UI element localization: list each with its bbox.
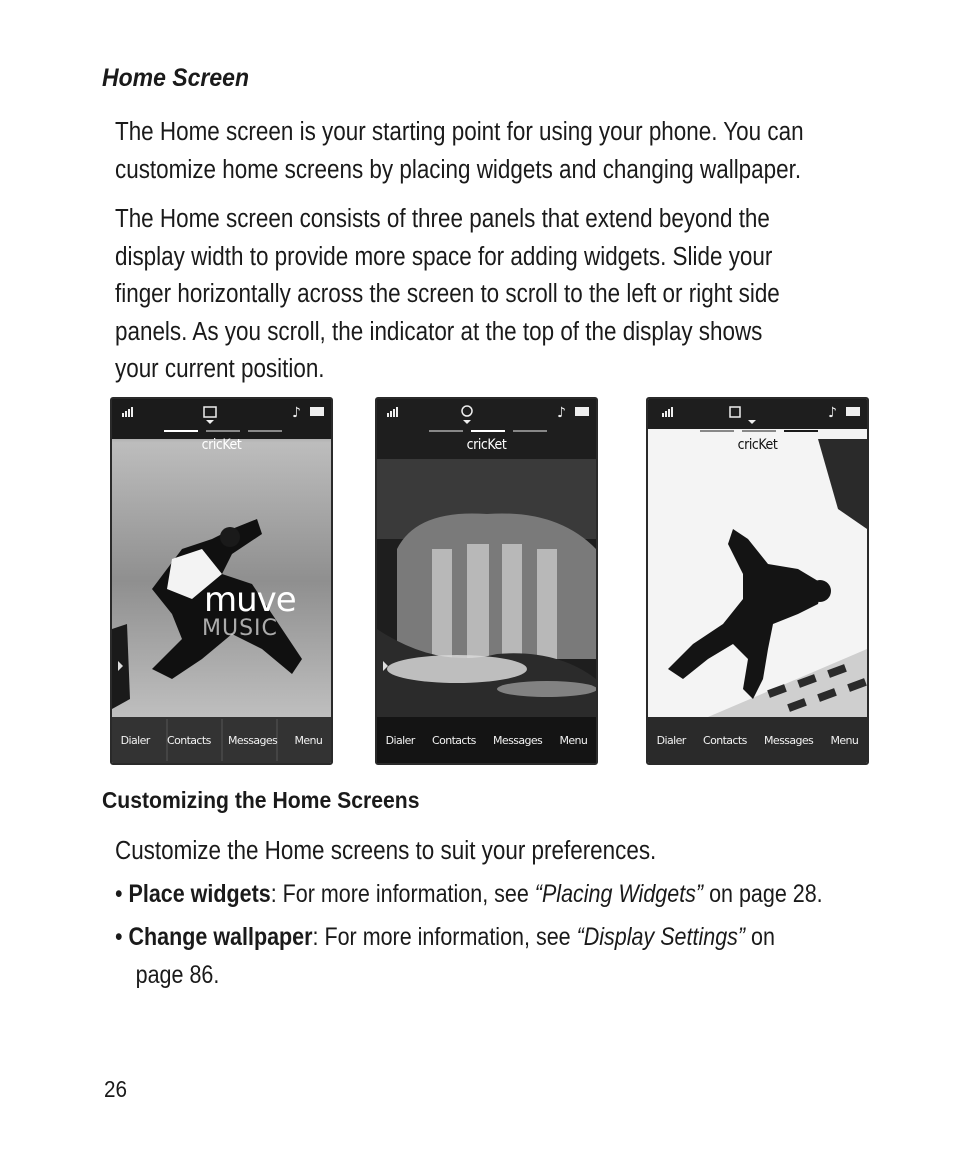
wallpaper-logo-text: muve (204, 580, 296, 620)
section-heading: Home Screen (102, 64, 250, 92)
status-bar (377, 399, 596, 421)
cross-reference-link[interactable]: “Placing Widgets” (534, 880, 704, 908)
indicator-arrow-icon (463, 420, 471, 424)
wallpaper-logo-subtext: MUSIC (202, 616, 278, 641)
music-note-icon: ♪ (557, 405, 566, 421)
soft-key-messages[interactable]: Messages (228, 733, 278, 747)
battery-icon (575, 407, 589, 416)
text-line: your current position. (115, 355, 325, 383)
intro-paragraph-1 (115, 114, 810, 189)
phone-screenshot-center-panel (375, 397, 598, 765)
soft-key-contacts[interactable]: Contacts (431, 733, 476, 747)
battery-icon (846, 407, 860, 416)
indicator-dots (429, 430, 547, 432)
bullet-text: : For more information, see (312, 923, 577, 951)
battery-icon (310, 407, 324, 416)
status-bar (648, 399, 867, 421)
bullet-item-place-widgets (115, 875, 823, 913)
soft-key-contacts[interactable]: Contacts (166, 733, 211, 747)
message-icon (204, 407, 216, 417)
soft-key-bar (377, 717, 596, 763)
text-line: display width to provide more space for adding widgets. Slide your (115, 242, 773, 271)
soft-key-dialer[interactable]: Dialer (120, 733, 150, 747)
indicator-arrow-icon (748, 420, 756, 424)
bullet-term: Place widgets (128, 880, 271, 908)
soft-key-menu[interactable]: Menu (294, 733, 323, 747)
cross-reference-link[interactable]: “Display Settings” (576, 923, 746, 951)
signal-strength-icon (387, 407, 398, 417)
bullet-text: : For more information, see (270, 880, 535, 908)
soft-key-messages[interactable]: Messages (764, 733, 814, 747)
soft-key-messages[interactable]: Messages (493, 733, 543, 747)
status-bar (112, 399, 331, 421)
indicator-dots (164, 430, 282, 432)
bullet-continuation: page 86. (135, 961, 220, 989)
bullet-item-change-wallpaper (115, 918, 775, 994)
phone-screenshot-right-panel (646, 397, 869, 765)
soft-key-dialer[interactable]: Dialer (656, 733, 686, 747)
soft-key-dialer[interactable]: Dialer (385, 733, 415, 747)
soft-key-menu[interactable]: Menu (830, 733, 859, 747)
text-line: finger horizontally across the screen to scroll to the left or right side (115, 280, 780, 308)
home-screen-panels-illustration (0, 397, 954, 765)
signal-strength-icon (122, 407, 133, 417)
soft-key-bar (648, 717, 867, 763)
bullet-marker: • (115, 923, 123, 951)
soft-key-menu[interactable]: Menu (559, 733, 588, 747)
message-icon (462, 406, 472, 416)
indicator-dots (700, 430, 818, 432)
bullet-marker: • (115, 880, 123, 908)
soft-key-contacts[interactable]: Contacts (702, 733, 747, 747)
carrier-name: cricKet (201, 437, 242, 453)
text-line: The Home screen consists of three panels that extend beyond the (115, 205, 770, 233)
phone-screenshot-left-panel (110, 397, 333, 765)
music-note-icon: ♪ (828, 405, 837, 421)
carrier-name: cricKet (737, 437, 778, 453)
bullet-text-after: on page 28. (703, 880, 823, 908)
music-note-icon: ♪ (292, 405, 301, 421)
text-line: The Home screen is your starting point for using your phone. You can (115, 118, 804, 146)
wallpaper-breakdancer-image (648, 399, 867, 763)
carrier-name: cricKet (466, 437, 507, 453)
text-line: customize home screens by placing widgets and changing wallpaper. (115, 155, 802, 184)
wallpaper-street-image (377, 399, 596, 763)
customize-intro: Customize the Home screens to suit your preferences. (115, 837, 657, 865)
soft-key-bar (112, 717, 331, 763)
subsection-heading: Customizing the Home Screens (102, 787, 420, 813)
indicator-arrow-icon (206, 420, 214, 424)
message-icon (730, 407, 740, 417)
page-number: 26 (104, 1076, 128, 1102)
signal-strength-icon (662, 407, 673, 417)
wallpaper-dancer-image (112, 399, 331, 763)
bullet-text-after: on (745, 923, 775, 951)
intro-paragraph-2 (115, 201, 810, 389)
bullet-term: Change wallpaper (128, 923, 313, 951)
text-line: panels. As you scroll, the indicator at the top of the display shows (115, 317, 763, 346)
